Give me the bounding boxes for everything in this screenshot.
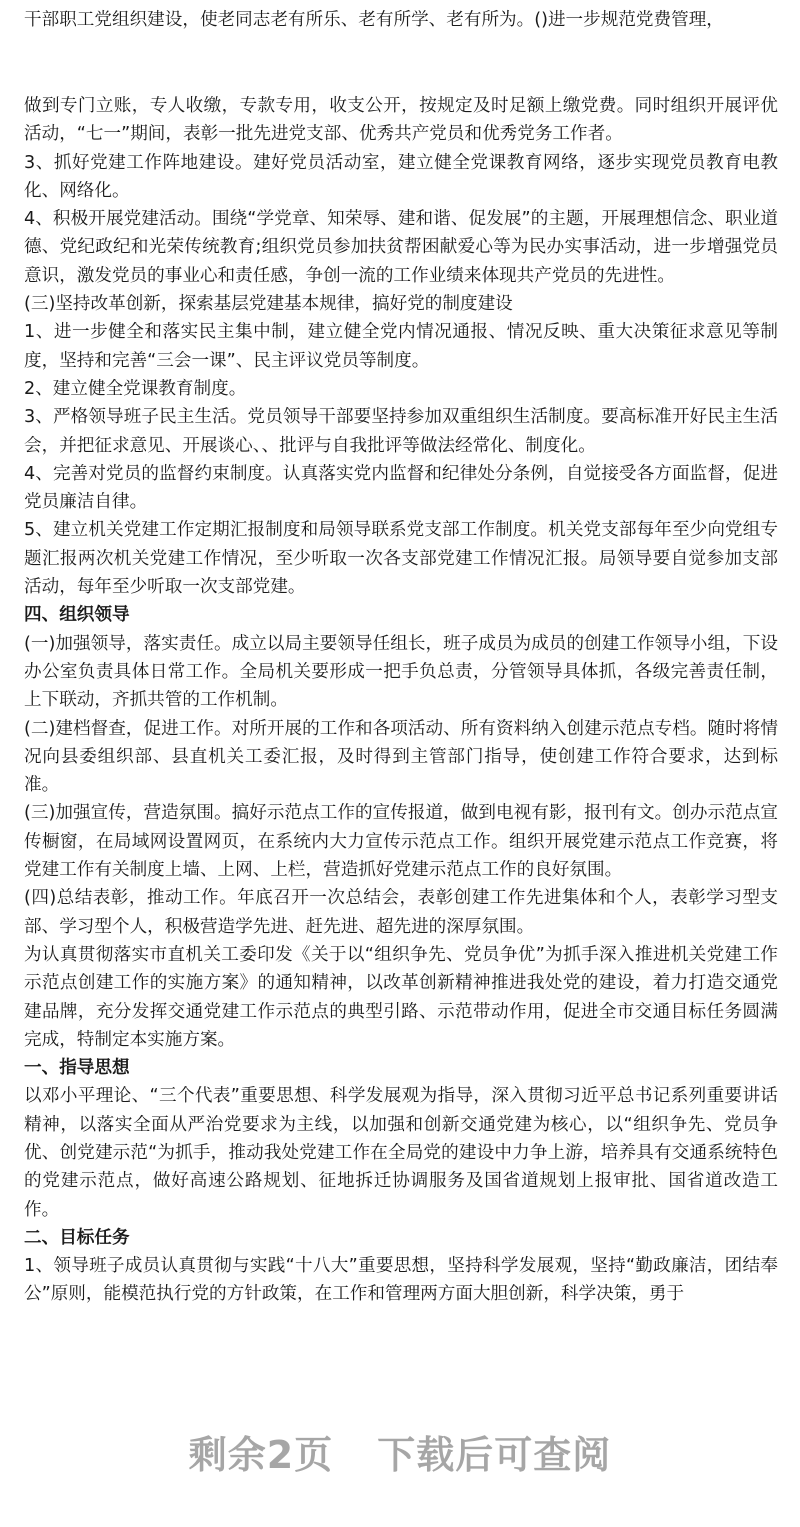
section-heading: 一、指导思想 (24, 1058, 130, 1079)
paragraph: 1、领导班子成员认真贯彻与实践“十八大”重要思想，坚持科学发展观，坚持“勤政廉洁，团结奉公”原则，能模范执行党的方针政策，在工作和管理两方面大胆创新，科学决策，勇于 (24, 1256, 778, 1305)
paragraph: 4、积极开展党建活动。围绕“学党章、知荣辱、建和谐、促发展”的主题，开展理想信念、职业道德、党纪政纪和光荣传统教育;组织党员参加扶贫帮困献爱心等为民办实事活动，进一步增强党员意识，激发党员的事业心和责任感，争创一流的工作业绩来体现共产党员的先进性。 (24, 209, 778, 286)
document-top-fragment (24, 6, 778, 34)
paragraph: 2、建立健全党课教育制度。 (24, 378, 247, 399)
paragraph: (四)总结表彰，推动工作。年底召开一次总结会，表彰创建工作先进集体和个人，表彰学习型支部、学习型个人，积极营造学先进、赶先进、超先进的深厚氛围。 (24, 888, 778, 937)
paragraph: (一)加强领导，落实责任。成立以局主要领导任组长，班子成员为成员的创建工作领导小组，下设办公室负责具体日常工作。全局机关要形成一把手负总责，分管领导具体抓，各级完善责任制，上下联动，齐抓共管的工作机制。 (24, 633, 778, 711)
section-heading: 四、组织领导 (24, 605, 130, 626)
paragraph: 1、进一步健全和落实民主集中制，建立健全党内情况通报、情况反映、重大决策征求意见等制度，坚持和完善“三会一课”、民主评议党员等制度。 (24, 322, 778, 371)
paragraph: 5、建立机关党建工作定期汇报制度和局领导联系党支部工作制度。机关党支部每年至少向党组专题汇报两次机关党建工作情况，至少听取一次各支部党建工作情况汇报。局领导要自觉参加支部活动，每年至少听取一次支部党建。 (24, 520, 778, 598)
paragraph: 3、严格领导班子民主生活。党员领导干部要坚持参加双重组织生活制度。要高标准开好民主生活会，并把征求意见、开展谈心、、批评与自我批评等做法经常化、制度化。 (24, 407, 778, 456)
paragraph: 3、抓好党建工作阵地建设。建好党员活动室，建立健全党课教育网络，逐步实现党员教育电教化、网络化。 (24, 152, 778, 201)
paragraph: (三)坚持改革创新，探索基层党建基本规律，搞好党的制度建设 (24, 294, 513, 315)
paragraph: 以邓小平理论、“三个代表”重要思想、科学发展观为指导，深入贯彻习近平总书记系列重要讲话精神，以落实全面从严治党要求为主线，以加强和创新交通党建为核心，以“组织争先、党员争优、创党建示范“为抓手，推动我处党建工作在全局党的建设中力争上游，培养具有交通系统特色的党建示范点，做好高速公路规划、征地拆迁协调服务及国省道规划上报审批、国省道改造工作。 (24, 1086, 778, 1220)
section-heading: 二、目标任务 (24, 1227, 130, 1248)
download-banner[interactable] (0, 1424, 800, 1479)
paragraph: 为认真贯彻落实市直机关工委印发《关于以“组织争先、党员争优”为抓手深入推进机关党建工作示范点创建工作的实施方案》的通知精神，以改革创新精神推进我处党的建设，着力打造交通党建品牌，充分发挥交通党建工作示范点的典型引路、示范带动作用，促进全市交通目标任务圆满完成，特制定本实施方案。 (24, 944, 778, 1050)
paragraph: 4、完善对党员的监督约束制度。认真落实党内监督和纪律处分条例，自觉接受各方面监督，促进党员廉洁自律。 (24, 463, 778, 513)
download-to-view-label[interactable]: 下载后可查阅 (377, 1433, 612, 1477)
paragraph: 做到专门立账，专人收缴，专款专用，收支公开，按规定及时足额上缴党费。同时组织开展评优活动，“七一”期间，表彰一批先进党支部、优秀共产党员和优秀党务工作者。 (24, 96, 778, 145)
remaining-pages-label: 剩余2页 (188, 1433, 334, 1477)
paragraph: (二)建档督查，促进工作。对所开展的工作和各项活动、所有资料纳入创建示范点专档。随时将情况向县委组织部、县直机关工委汇报，及时得到主管部门指导，使创建工作符合要求，达到标准。 (24, 718, 778, 796)
paragraph: 干部职工党组织建设，使老同志老有所乐、老有所学、老有所为。()进一步规范党费管理， (24, 10, 724, 30)
paragraph: (三)加强宣传，营造氛围。搞好示范点工作的宣传报道，做到电视有影，报刊有文。创办示范点宣传橱窗，在局域网设置网页，在系统内大力宣传示范点工作。组织开展党建示范点工作竞赛，将党建工作有关制度上墙、上网、上栏，营造抓好党建示范点工作的良好氛围。 (24, 803, 778, 881)
document-body (24, 92, 778, 1309)
